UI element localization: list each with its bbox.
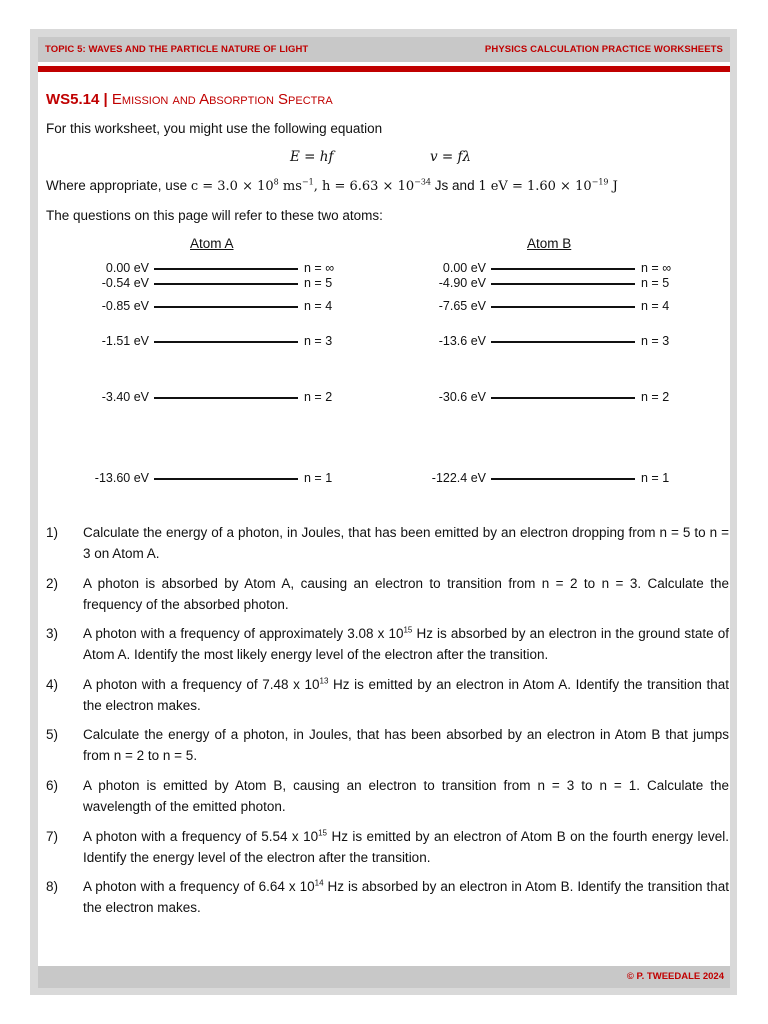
intro-text: For this worksheet, you might use the following equation — [46, 121, 383, 136]
level-line — [491, 268, 635, 270]
equation-wave: v = fλ — [430, 149, 472, 165]
constants-line: Where appropriate, use $c = 3.0 \times 10^8$ $ms^{-1}$, $h = 6.63 \times 10^{-34}$ Js and 1 eV = $1.60 \times 10^{-19}$ J — [46, 177, 618, 194]
level-line — [491, 478, 635, 480]
atom-b-title: Atom B — [527, 236, 572, 251]
level-line — [154, 283, 298, 285]
constants-prefix: Where appropriate, use — [46, 178, 188, 193]
worksheet-code: WS5.14 | — [46, 91, 108, 108]
level-line — [154, 306, 298, 308]
level-line — [491, 397, 635, 399]
atoms-intro: The questions on this page will refer to these two atoms: — [46, 208, 383, 223]
header-bar — [38, 37, 730, 62]
level-line — [154, 397, 298, 399]
level-line — [491, 306, 635, 308]
atom-a-title: Atom A — [190, 236, 234, 251]
level-line — [154, 341, 298, 343]
level-line — [491, 341, 635, 343]
worksheet-page: TOPIC 5: WAVES AND THE PARTICLE NATURE OF LIGHT PHYSICS CALCULATION PRACTICE WORKSHEETS WS5.14 | Emission and Absorption Spectra For this worksheet, you might use the following equation E = hf v = fλ Where appropriate, use $c = 3.0 \times 10^8$ $ms^{-1}$, $h = 6.63 \times 10^{-34}$ Js and 1 eV = $1.60 \times 10^{-19}$ J The questions on this page will refer to these two atoms: Atom A 0.00 eV n = ∞ -0.54 eV n = 5 -0.85 eV n = 4 -1.51 eV n = 3 -3.40 eV n = 2 -13.60 eV n = 1 Atom B 0.00 eV n = ∞ -4.90 eV n = 5 -7.65 eV n = 4 -13.6 eV n = 3 -30.6 eV n = 2 -122.4 eV n = 1 1) Calculate the energy of a photon, in Joules, that has been emitted by an electron dropping from n = 5 to n = 3 on Atom A. 2) A photon is absorbed by Atom A, causing an electron to transition from n = 2 to n = 3. Calculate the frequency of the absorbed photon. 3) A photon with a frequency of approximately 3.08 x $10^{15}$ Hz is absorbed by an electron in the ground state of Atom A. Identify the most likely energy level of the electron after the transition. 4) A photon with a frequency of 7.48 x $10^{13}$ Hz is emitted by an electron in Atom A. Identify the transition that the electron makes. 5) Calculate the energy of a photon, in Joules, that has been absorbed by an electron in Atom B that jumps from n = 2 to n = 5. 6) A photon is emitted by Atom B, causing an electron to transition from n = 3 to n = 1. Calculate the wavelength of the emitted photon. 7) A photon with a frequency of 5.54 x $10^{15}$ Hz is emitted by an electron of Atom B on the fourth energy level. Identify the energy level of the electron after the transition. 8) A photon with a frequency of 6.64 x $10^{14}$ Hz is absorbed by an electron in Atom B. Identify the transition that the electron makes. © P. TWEEDALE 2024 — [38, 37, 730, 988]
constant-ev: 1 eV = $1.60 \times 10^{-19}$ J — [478, 177, 618, 194]
copyright: © P. TWEEDALE 2024 — [626, 971, 724, 982]
level-line — [154, 268, 298, 270]
equation-energy: E = hf — [290, 149, 334, 165]
worksheet-title-text: Emission and Absorption Spectra — [111, 91, 333, 108]
footer-bar — [38, 966, 730, 988]
header-topic: TOPIC 5: WAVES AND THE PARTICLE NATURE OF LIGHT — [45, 44, 309, 55]
level-line — [491, 283, 635, 285]
level-line — [154, 478, 298, 480]
header-divider — [38, 66, 730, 72]
worksheet-title — [46, 91, 333, 108]
header-series: PHYSICS CALCULATION PRACTICE WORKSHEETS — [484, 44, 723, 55]
constant-c: $c = 3.0 \times 10^8$ $ms^{-1}$, $h = 6.63 \times 10^{-34}$ — [190, 177, 432, 194]
